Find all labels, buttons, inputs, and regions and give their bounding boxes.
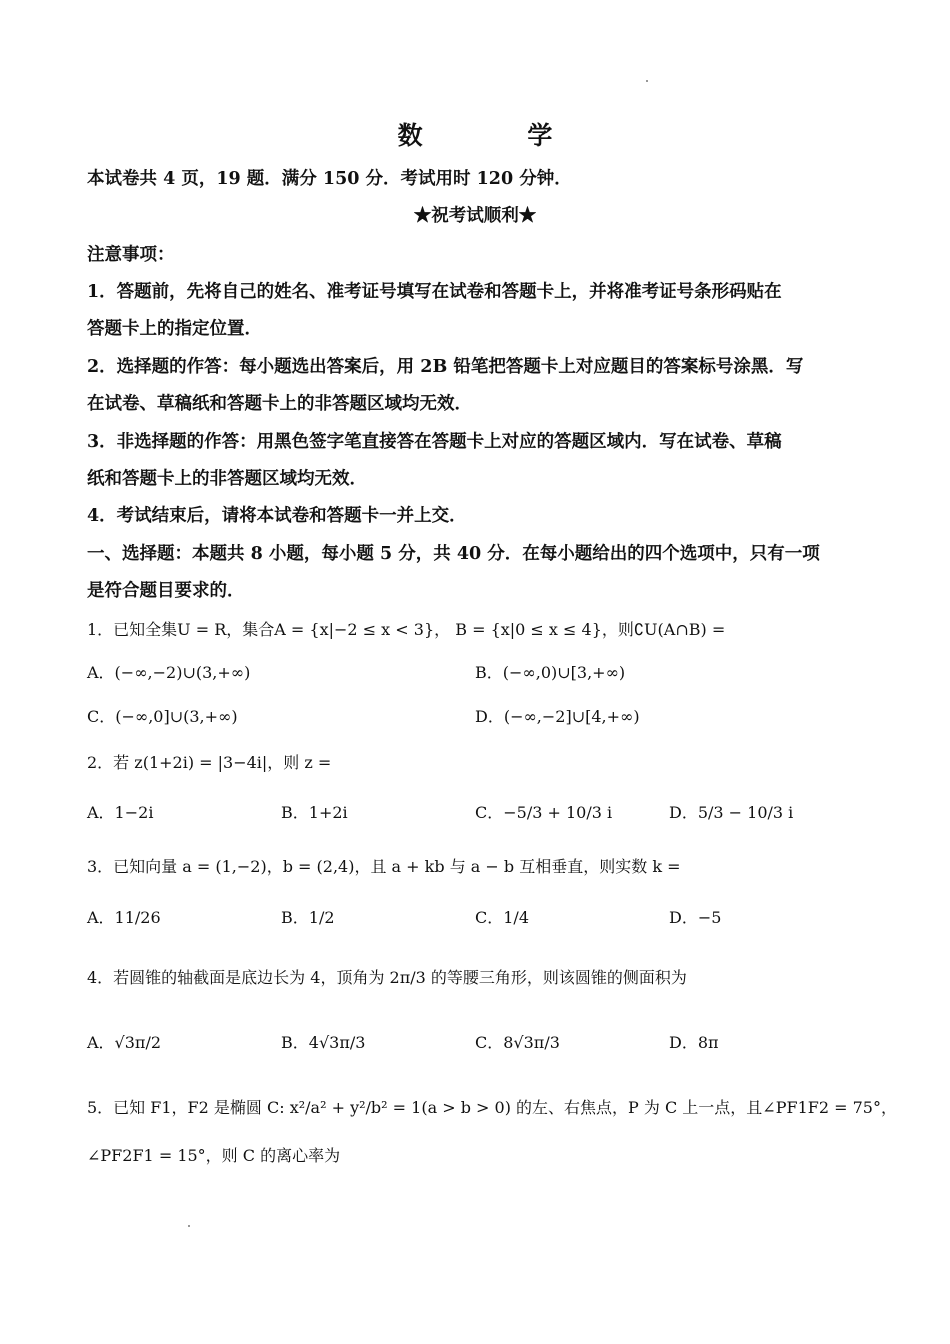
- question-2-option-a: A．1−2i: [87, 803, 154, 822]
- question-2-stem: 2．若 z(1+2i) = |3−4i|，则 z =: [87, 753, 332, 772]
- question-1-option-d: D．(−∞,−2]∪[4,+∞): [475, 707, 640, 726]
- question-1-option-a: A．(−∞,−2)∪(3,+∞): [87, 663, 251, 682]
- notes-heading: 注意事项：: [87, 245, 175, 265]
- question-2-option-b: B．1+2i: [281, 803, 348, 822]
- question-3-stem: 3．已知向量 a = (1,−2)，b = (2,4)，且 a + kb 与 a − b 互相垂直，则实数 k =: [87, 857, 681, 876]
- question-5-stem: 5．已知 F1，F2 是椭圆 C: x²/a² + y²/b² = 1(a > b > 0) 的左、右焦点，P 为 C 上一点，且∠PF1F2 = 75°，: [87, 1098, 897, 1117]
- exam-page: [87, 0, 897, 1344]
- question-1-option-c: C．(−∞,0]∪(3,+∞): [87, 707, 238, 726]
- question-5-stem-line-2: ∠PF2F1 = 15°，则 C 的离心率为: [87, 1146, 341, 1165]
- note-2-line-2: 在试卷、草稿纸和答题卡上的非答题区域均无效．: [87, 394, 472, 414]
- note-1-line-2: 答题卡上的指定位置．: [87, 319, 262, 339]
- page-title: 数 学: [397, 121, 601, 150]
- question-1-option-b: B．(−∞,0)∪[3,+∞): [475, 663, 626, 682]
- question-3-option-c: C．1/4: [475, 908, 529, 927]
- scan-speck: [646, 80, 648, 82]
- question-4-option-a: A．√3π/2: [87, 1033, 162, 1052]
- exam-intro: 本试卷共 4 页，19 题．满分 150 分．考试用时 120 分钟．: [87, 169, 572, 189]
- question-4-stem: 4．若圆锥的轴截面是底边长为 4，顶角为 2π/3 的等腰三角形，则该圆锥的侧面积为: [87, 968, 687, 987]
- question-4-option-c: C．8√3π/3: [475, 1033, 560, 1052]
- question-3-option-d: D．−5: [669, 908, 722, 927]
- section-1-heading-line-2: 是符合题目要求的．: [87, 581, 245, 601]
- good-luck-banner: ★祝考试顺利★: [413, 206, 537, 226]
- note-1-line-1: 1．答题前，先将自己的姓名、准考证号填写在试卷和答题卡上，并将准考证号条形码贴在: [87, 282, 782, 302]
- note-2-line-1: 2．选择题的作答：每小题选出答案后，用 2B 铅笔把答题卡上对应题目的答案标号涂黑．写: [87, 357, 804, 377]
- scan-speck: [188, 1225, 190, 1227]
- question-2-option-c: C．−5/3 + 10/3 i: [475, 803, 613, 822]
- note-4: 4．考试结束后，请将本试卷和答题卡一并上交．: [87, 506, 467, 526]
- question-4-option-d: D．8π: [669, 1033, 719, 1052]
- section-1-heading-line-1: 一、选择题：本题共 8 小题，每小题 5 分，共 40 分．在每小题给出的四个选项中，只有一项: [87, 544, 820, 564]
- question-2-option-d: D．5/3 − 10/3 i: [669, 803, 794, 822]
- question-3-option-a: A．11/26: [87, 908, 161, 927]
- note-3-line-1: 3．非选择题的作答：用黑色签字笔直接答在答题卡上对应的答题区域内．写在试卷、草稿: [87, 432, 782, 452]
- question-1-stem: 1．已知全集U = R，集合A = {x|−2 ≤ x < 3}， B = {x|0 ≤ x ≤ 4}，则∁U(A∩B) =: [87, 620, 726, 639]
- note-3-line-2: 纸和答题卡上的非答题区域均无效．: [87, 469, 367, 489]
- question-4-option-b: B．4√3π/3: [281, 1033, 366, 1052]
- question-3-option-b: B．1/2: [281, 908, 335, 927]
